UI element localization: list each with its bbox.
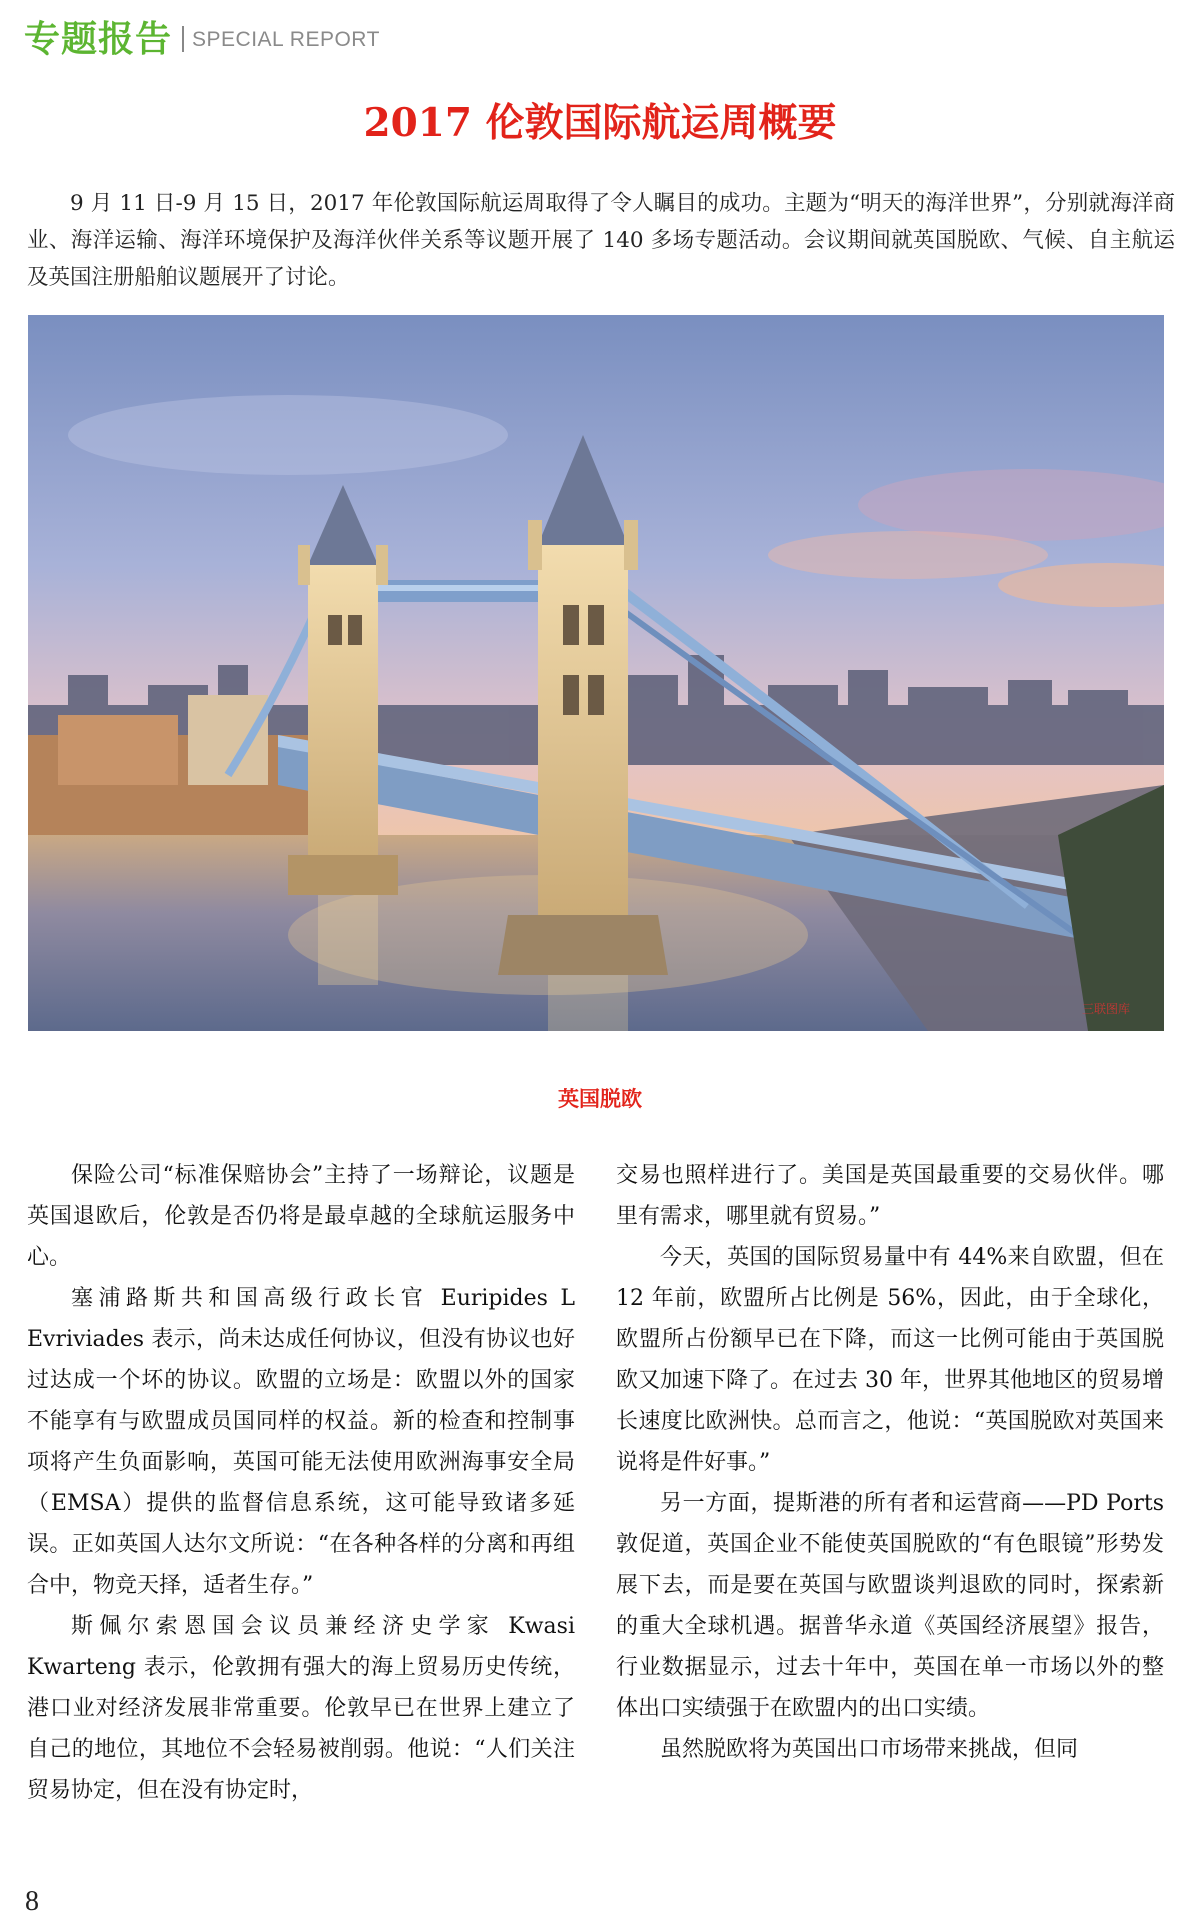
page-header	[24, 14, 380, 58]
tower-bridge-illustration	[28, 315, 1164, 1031]
header-divider	[182, 26, 184, 52]
tower-bridge-photo	[28, 315, 1164, 1031]
body-paragraph-continued: 交易也照样进行了。美国是英国最重要的交易伙伴。哪里有需求，哪里就有贸易。”	[616, 1163, 1164, 1229]
article-intro: 9 月 11 日-9 月 15 日，2017 年伦敦国际航运周取得了令人瞩目的成功。主题为“明天的海洋世界”，分别就海洋商业、海洋运输、海洋环境保护及海洋伙伴关系等议题开展了 140 多场专题活动。会议期间就英国脱欧、气候、自主航运及英国注册船舶议题展开了讨论。	[27, 191, 1175, 290]
section-label-cn: 专题报告	[24, 18, 173, 60]
body-paragraph: 另一方面，提斯港的所有者和运营商——PD Ports 敦促道，英国企业不能使英国脱欧的“有色眼镜”形势发展下去，而是要在英国与欧盟谈判退欧的同时，探索新的重大全球机遇。据普华永道《英国经济展望》报告，行业数据显示，过去十年中，英国在单一市场以外的整体出口实绩强于在欧盟内的出口实绩。	[616, 1491, 1164, 1721]
body-column-left	[27, 1155, 575, 1811]
photo-watermark: 三联图库	[1081, 1002, 1130, 1016]
page-number: 8	[25, 1886, 39, 1917]
section-heading: 英国脱欧	[558, 1087, 642, 1111]
body-paragraph: 塞浦路斯共和国高级行政长官 Euripides L Evriviades 表示，尚未达成任何协议，但没有协议也好过达成一个坏的协议。欧盟的立场是：欧盟以外的国家不能享有与欧盟成员国同样的权益。新的检查和控制事项将产生负面影响，英国可能无法使用欧洲海事安全局（EMSA）提供的监督信息系统，这可能导致诸多延误。正如英国人达尔文所说：“在各种各样的分离和再组合中，物竞天择，适者生存。”	[27, 1286, 575, 1598]
article-title: 2017 伦敦国际航运周概要	[363, 100, 837, 146]
body-paragraph: 虽然脱欧将为英国出口市场带来挑战，但同	[660, 1737, 1079, 1762]
body-paragraph: 保险公司“标准保赔协会”主持了一场辩论，议题是英国退欧后，伦敦是否仍将是最卓越的全球航运服务中心。	[27, 1163, 575, 1270]
body-paragraph: 今天，英国的国际贸易量中有 44%来自欧盟，但在 12 年前，欧盟所占比例是 56%，因此，由于全球化，欧盟所占份额早已在下降，而这一比例可能由于英国脱欧又加速下降了。在过去 30 年，世界其他地区的贸易增长速度比欧洲快。总而言之，他说：“英国脱欧对英国来说将是件好事。”	[616, 1245, 1164, 1475]
body-paragraph: 斯佩尔索恩国会议员兼经济史学家 Kwasi Kwarteng 表示，伦敦拥有强大的海上贸易历史传统，港口业对经济发展非常重要。伦敦早已在世界上建立了自己的地位，其地位不会轻易被削弱。他说：“人们关注贸易协定，但在没有协定时，	[27, 1614, 575, 1803]
body-column-right	[616, 1155, 1164, 1770]
section-label-en: SPECIAL REPORT	[192, 28, 380, 51]
